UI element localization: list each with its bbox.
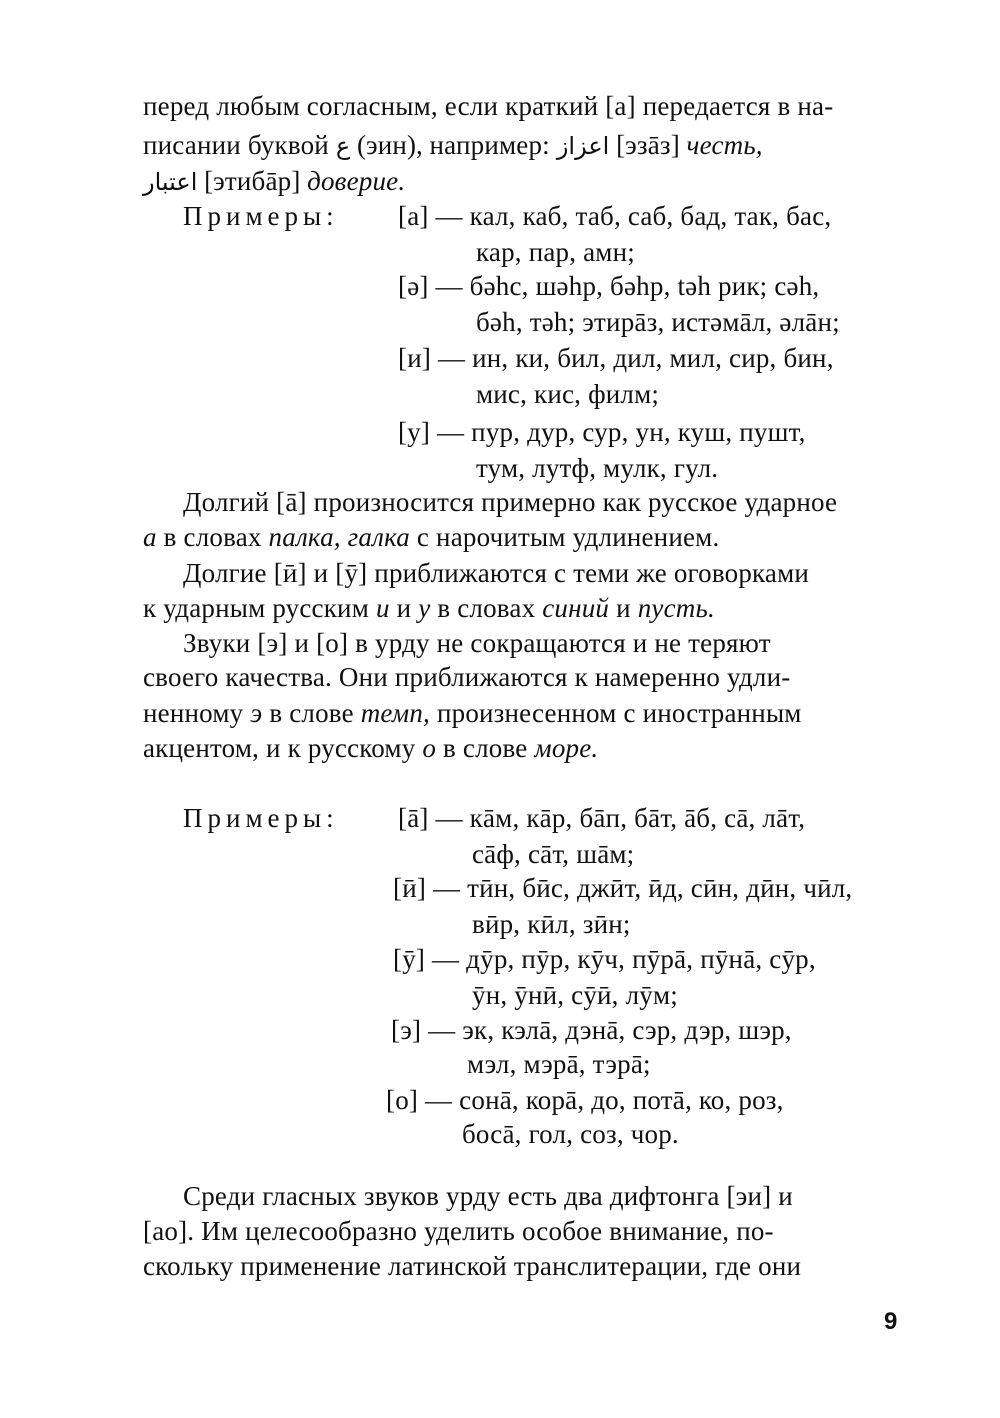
example-line: [э] — эк, кэлā, дэнā, сэр, дэр, шэр, [391, 1015, 792, 1045]
example-line: [a] — кал, каб, таб, саб, бад, так, бас, [398, 201, 832, 231]
intro-text: (эин), например: [356, 130, 550, 160]
intro-line-2 [143, 127, 763, 164]
italic-word: море. [534, 733, 599, 763]
examples-label: Примеры: [183, 201, 339, 231]
example-line: сāф, сāт, шāм; [472, 839, 635, 869]
paragraph-text: в словах [437, 593, 536, 623]
transcription: [этибāр] [204, 166, 301, 196]
example-line: [ӯ] — дӯр, пӯр, кӯч, пӯрā, пӯнā, сӯр, [393, 944, 816, 974]
paragraph-text: к ударным русским [143, 593, 369, 623]
paragraph-text: ненному [143, 698, 244, 728]
paragraph-text: акцентом, и к русскому [143, 733, 416, 763]
paragraph-line: своего качества. Они приближаются к намеренно удли- [143, 662, 791, 692]
arabic-word: اعتبار [143, 168, 198, 196]
example-line: ӯн, ӯнӣ, сӯӣ, лӯм; [472, 980, 678, 1010]
paragraph-line [143, 730, 598, 766]
paragraph-line: Среди гласных звуков урду есть два дифтонга [эи] и [183, 1181, 793, 1211]
italic-letter: э [250, 698, 263, 728]
translation: доверие. [307, 166, 406, 196]
translation: честь, [686, 130, 763, 160]
paragraph-text: и [616, 593, 631, 623]
paragraph-text: в слове [269, 698, 354, 728]
italic-letter: и [375, 593, 390, 623]
paragraph-text: с нарочитым удлинением. [416, 522, 720, 552]
example-line: босā, гол, соз, чор. [462, 1119, 679, 1149]
italic-letter: о [422, 733, 437, 763]
paragraph-text: в слове [443, 733, 528, 763]
italic-letter: у [418, 593, 431, 623]
example-line: вӣр, кӣл, зӣн; [472, 909, 631, 939]
paragraph-line: [ао]. Им целесообразно уделить особое внимание, по- [143, 1216, 774, 1246]
example-line: бəh, тəh; этирāз, истəмāл, əлāн; [476, 307, 840, 337]
example-line: [о] — сонā, корā, до, потā, ко, роз, [386, 1085, 784, 1115]
example-line: [ə] — бəhс, шəhр, бəhр, təh рик; сəh, [398, 271, 820, 301]
intro-text: писании буквой [143, 130, 329, 160]
italic-word: пусть. [637, 593, 715, 623]
arabic-letter-ain: ع [335, 132, 351, 160]
paragraph-line: Долгий [ā] произносится примерно как русское ударное [183, 487, 838, 517]
paragraph-line [143, 519, 719, 555]
example-line: кар, пар, амн; [476, 237, 635, 267]
example-line: [и] — ин, ки, бил, дил, мил, сир, бин, [398, 343, 834, 373]
paragraph-text: и [396, 593, 412, 623]
paragraph-text: произнесенном с иностранным [436, 698, 802, 728]
page-number: 9 [884, 1308, 898, 1335]
example-line: мис, кис, филм; [476, 379, 660, 409]
example-line: тум, лутф, мулк, гул. [476, 453, 719, 483]
italic-word: темп, [360, 698, 431, 728]
italic-words: палка, галка [268, 522, 410, 552]
paragraph-line: Долгие [ӣ] и [ӯ] приближаются с теми же оговорками [183, 558, 810, 588]
italic-word: синий [542, 593, 610, 623]
example-line: мэл, мэрā, тэрā; [467, 1049, 651, 1079]
paragraph-line: Звуки [э] и [о] в урду не сокращаются и не теряют [183, 628, 771, 658]
italic-letter: а [143, 522, 157, 552]
paragraph-line [143, 695, 802, 731]
paragraph-text: в словах [163, 522, 262, 552]
examples-label: Примеры: [183, 803, 339, 833]
example-line: [ā] — кāм, кāр, бāп, бāт, āб, сā, лāт, [398, 803, 806, 833]
example-line: [ӣ] — тӣн, бӣс, джӣт, ӣд, сӣн, дӣн, чӣл, [393, 873, 853, 903]
arabic-word: اعزاز [556, 132, 610, 160]
example-line: [у] — пур, дур, сур, ун, куш, пушт, [398, 417, 806, 447]
intro-line-1: перед любым согласным, если краткий [a] передается в на- [143, 91, 834, 121]
transcription: [эзāз] [616, 130, 680, 160]
intro-line-3 [143, 163, 405, 200]
paragraph-line: скольку применение латинской транслитерации, где они [143, 1251, 802, 1281]
paragraph-line [143, 590, 715, 626]
